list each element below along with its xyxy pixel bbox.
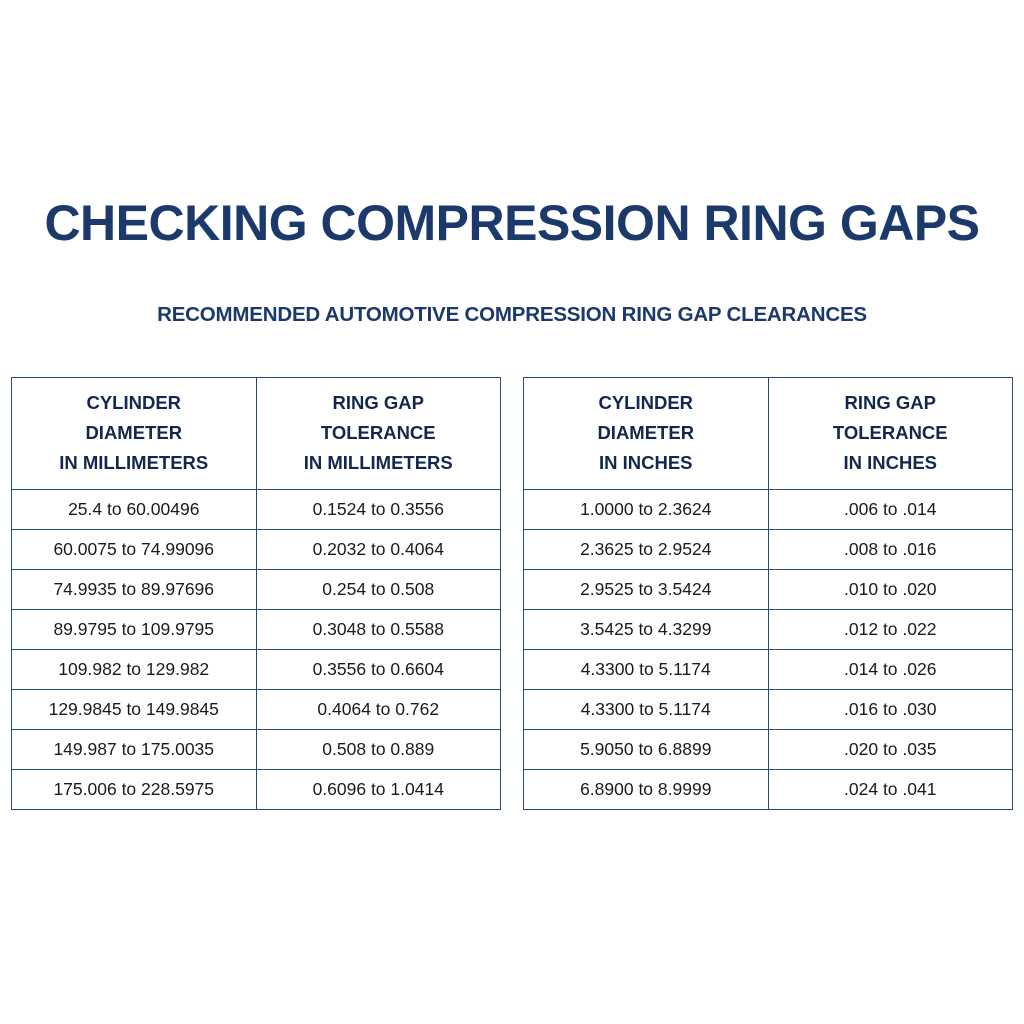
page-subtitle: RECOMMENDED AUTOMOTIVE COMPRESSION RING GAP CLEARANCES: [157, 303, 867, 326]
cell-cylinder-diameter: 2.3625 to 2.9524: [524, 529, 769, 569]
column-header-cylinder-diameter-mm: CYLINDER DIAMETER IN MILLIMETERS: [12, 378, 257, 490]
cell-cylinder-diameter: 129.9845 to 149.9845: [12, 689, 257, 729]
table-row: [12, 489, 501, 529]
table-row: [524, 609, 1013, 649]
table-row: [12, 649, 501, 689]
table-row: [524, 729, 1013, 769]
tables-container: [0, 377, 1024, 810]
cell-cylinder-diameter: 60.0075 to 74.99096: [12, 529, 257, 569]
cell-ring-gap-tolerance: .016 to .030: [768, 689, 1013, 729]
table-row: [12, 769, 501, 809]
cell-cylinder-diameter: 4.3300 to 5.1174: [524, 689, 769, 729]
table-header-row: [12, 378, 501, 490]
table-header-row: [524, 378, 1013, 490]
cell-cylinder-diameter: 149.987 to 175.0035: [12, 729, 257, 769]
cell-ring-gap-tolerance: .008 to .016: [768, 529, 1013, 569]
cell-ring-gap-tolerance: 0.4064 to 0.762: [256, 689, 501, 729]
table-row: [12, 609, 501, 649]
table-row: [524, 649, 1013, 689]
cell-cylinder-diameter: 175.006 to 228.5975: [12, 769, 257, 809]
cell-ring-gap-tolerance: 0.508 to 0.889: [256, 729, 501, 769]
cell-cylinder-diameter: 89.9795 to 109.9795: [12, 609, 257, 649]
cell-cylinder-diameter: 6.8900 to 8.9999: [524, 769, 769, 809]
page-title: CHECKING COMPRESSION RING GAPS: [44, 195, 980, 251]
cell-ring-gap-tolerance: .006 to .014: [768, 489, 1013, 529]
cell-ring-gap-tolerance: 0.3556 to 0.6604: [256, 649, 501, 689]
table-row: [524, 689, 1013, 729]
cell-cylinder-diameter: 4.3300 to 5.1174: [524, 649, 769, 689]
cell-cylinder-diameter: 2.9525 to 3.5424: [524, 569, 769, 609]
table-row: [12, 689, 501, 729]
cell-cylinder-diameter: 3.5425 to 4.3299: [524, 609, 769, 649]
cell-ring-gap-tolerance: .014 to .026: [768, 649, 1013, 689]
cell-cylinder-diameter: 109.982 to 129.982: [12, 649, 257, 689]
column-header-cylinder-diameter-in: CYLINDER DIAMETER IN INCHES: [524, 378, 769, 490]
cell-ring-gap-tolerance: .024 to .041: [768, 769, 1013, 809]
cell-ring-gap-tolerance: .010 to .020: [768, 569, 1013, 609]
cell-ring-gap-tolerance: 0.6096 to 1.0414: [256, 769, 501, 809]
table-row: [12, 729, 501, 769]
cell-ring-gap-tolerance: 0.3048 to 0.5588: [256, 609, 501, 649]
cell-cylinder-diameter: 1.0000 to 2.3624: [524, 489, 769, 529]
column-header-ring-gap-tolerance-mm: RING GAP TOLERANCE IN MILLIMETERS: [256, 378, 501, 490]
cell-cylinder-diameter: 74.9935 to 89.97696: [12, 569, 257, 609]
table-row: [524, 489, 1013, 529]
column-header-ring-gap-tolerance-in: RING GAP TOLERANCE IN INCHES: [768, 378, 1013, 490]
cell-ring-gap-tolerance: 0.2032 to 0.4064: [256, 529, 501, 569]
cell-cylinder-diameter: 25.4 to 60.00496: [12, 489, 257, 529]
cell-ring-gap-tolerance: 0.1524 to 0.3556: [256, 489, 501, 529]
metric-table: [11, 377, 501, 810]
cell-ring-gap-tolerance: .020 to .035: [768, 729, 1013, 769]
table-row: [12, 569, 501, 609]
cell-ring-gap-tolerance: .012 to .022: [768, 609, 1013, 649]
table-row: [12, 529, 501, 569]
cell-cylinder-diameter: 5.9050 to 6.8899: [524, 729, 769, 769]
cell-ring-gap-tolerance: 0.254 to 0.508: [256, 569, 501, 609]
imperial-table: [523, 377, 1013, 810]
table-row: [524, 569, 1013, 609]
table-row: [524, 769, 1013, 809]
table-row: [524, 529, 1013, 569]
